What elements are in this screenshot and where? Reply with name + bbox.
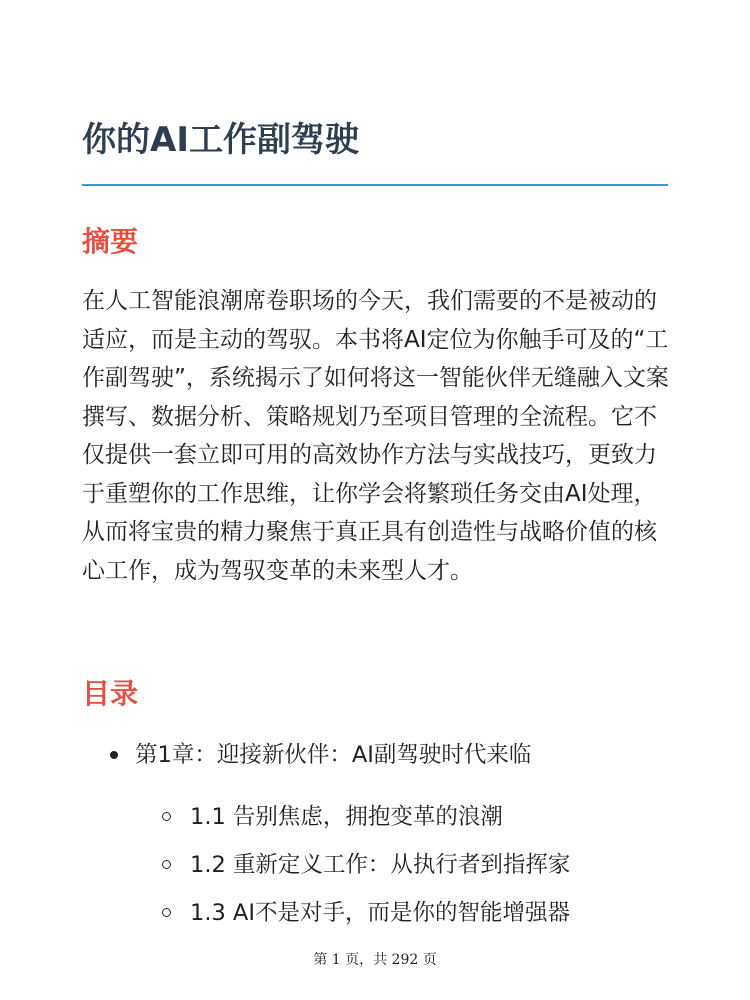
abstract-paragraph: 在人工智能浪潮席卷职场的今天，我们需要的不是被动的适应，而是主动的驾驭。本书将AI定位为你触手可及的“工作副驾驶”，系统揭示了如何将这一智能伙伴无缝融入文案撰写、数据分析、策略规划乃至项目管理的全流程。它不仅提供一套立即可用的高效协作方法与实战技巧，更致力于重塑你的工作思维，让你学会将繁琐任务交由AI处理，从而将宝贵的精力聚焦于真正具有创造性与战略价值的核心工作，成为驾驭变革的未来型人才。	[82, 288, 669, 584]
document-title: 你的AI工作副驾驶	[82, 120, 359, 160]
toc-section-item[interactable]	[162, 793, 570, 841]
toc-chapter-label: 第1章：迎接新伙伴：AI副驾驶时代来临	[135, 742, 532, 768]
toc-heading: 目录	[82, 677, 139, 710]
toc-subsection-group	[110, 793, 570, 937]
toc-section-label: 1.3 AI不是对手，而是你的智能增强器	[190, 900, 570, 926]
hollow-bullet-icon	[162, 860, 171, 869]
toc-subsection-list	[162, 793, 570, 937]
bullet-icon	[110, 751, 118, 759]
page-number: 第 1 页，共 292 页	[313, 952, 437, 968]
toc-section-item[interactable]	[162, 889, 570, 937]
title-divider	[82, 184, 668, 186]
toc-chapter-item[interactable]	[110, 735, 570, 775]
toc-section-label: 1.1 告别焦虑，拥抱变革的浪潮	[190, 804, 503, 830]
toc-section-label: 1.2 重新定义工作：从执行者到指挥家	[190, 852, 571, 878]
abstract-heading: 摘要	[82, 225, 139, 258]
toc-list	[110, 735, 570, 937]
hollow-bullet-icon	[162, 812, 171, 821]
hollow-bullet-icon	[162, 908, 171, 917]
toc-section-item[interactable]	[162, 841, 570, 889]
